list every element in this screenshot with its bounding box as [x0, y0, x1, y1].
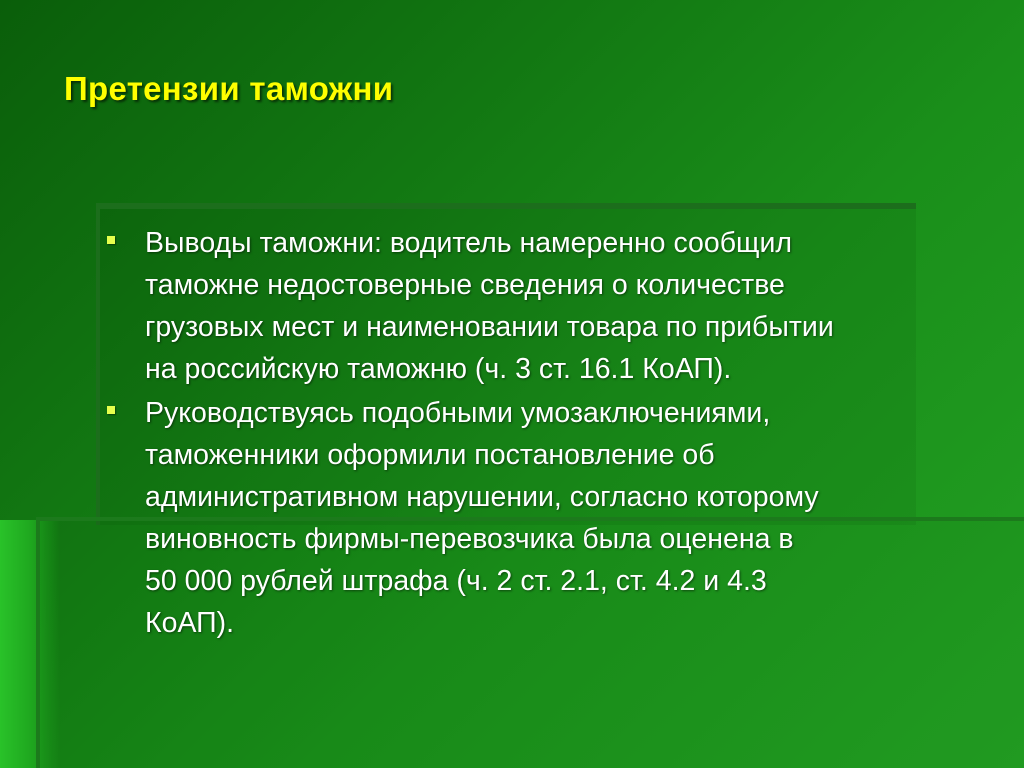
bullet-line: на российскую таможню (ч. 3 ст. 16.1 КоАП).	[145, 353, 732, 385]
square-bullet-icon	[107, 236, 115, 244]
bullet-line: виновность фирмы-перевозчика была оценена в	[145, 523, 794, 555]
bullet-item-customs-conclusions	[105, 222, 985, 390]
bullet-line: грузовых мест и наименовании товара по прибытии	[145, 311, 834, 343]
bullet-line: административном нарушении, согласно которому	[145, 481, 819, 513]
bullet-line: таможенники оформили постановление об	[145, 439, 715, 471]
bullet-line: Выводы таможни: водитель намеренно сообщил	[145, 227, 793, 259]
bullet-line: таможне недостоверные сведения о количестве	[145, 269, 785, 301]
slide-title: Претензии таможни	[64, 70, 394, 107]
bullet-item-penalty-decision	[105, 392, 985, 644]
bullet-line: Руководствуясь подобными умозаключениями,	[145, 397, 771, 429]
bullet-line: 50 000 рублей штрафа (ч. 2 ст. 2.1, ст. 4.2 и 4.3	[145, 565, 767, 597]
bullet-list	[105, 222, 985, 646]
square-bullet-icon	[107, 406, 115, 414]
bullet-line: КоАП).	[145, 607, 235, 639]
